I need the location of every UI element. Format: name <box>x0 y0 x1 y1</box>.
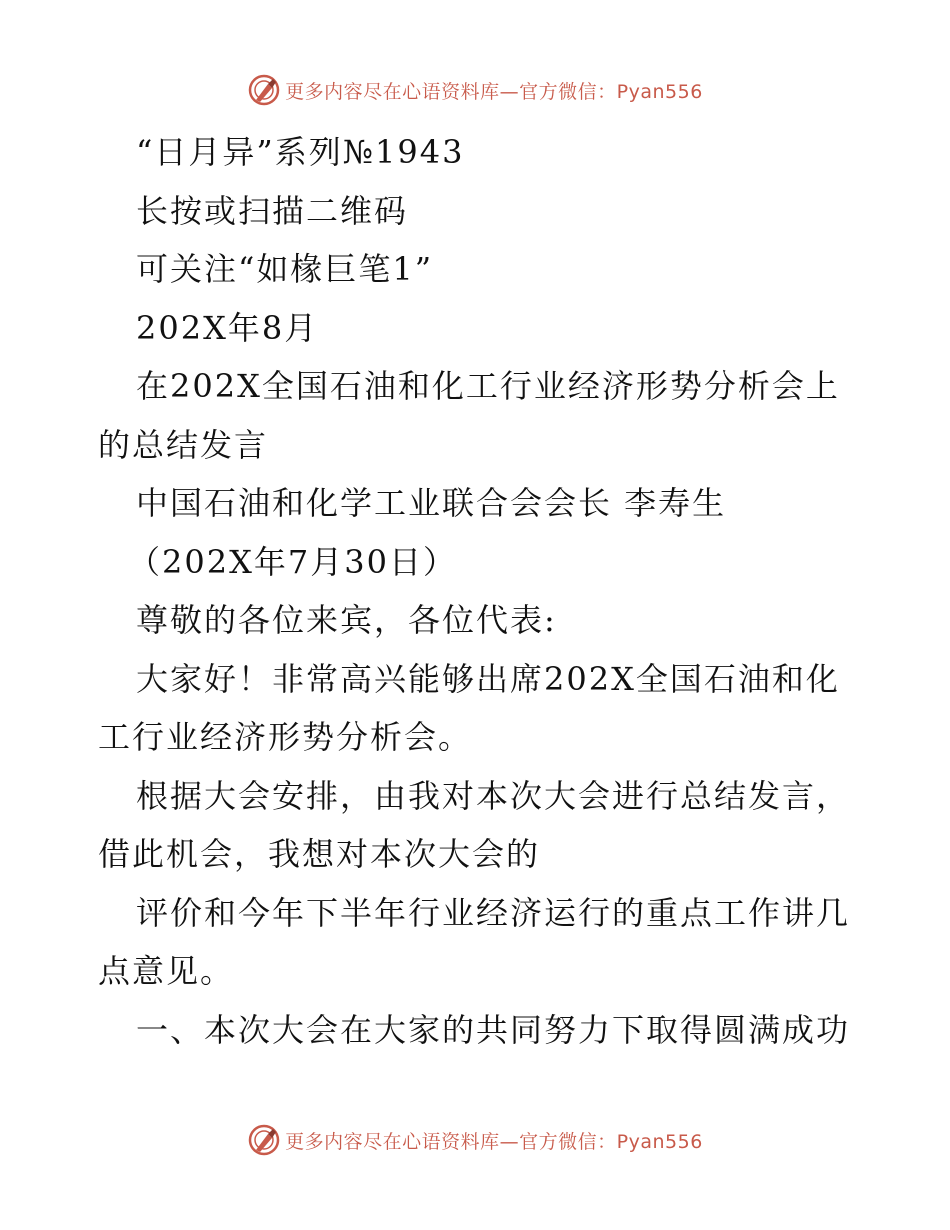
salutation: 尊敬的各位来宾，各位代表: <box>136 601 557 639</box>
follow-instruction: 可关注“如椽巨笔1” <box>136 250 434 288</box>
paragraph-2-line-1: 根据大会安排，由我对本次大会进行总结发言， <box>136 776 851 815</box>
publish-date: 202X年8月 <box>136 308 319 347</box>
section-heading-1: 一、本次大会在大家的共同努力下取得圆满成功 <box>136 1010 851 1049</box>
paragraph-1-line-2: 工行业经济形势分析会。 <box>98 718 473 756</box>
document-body <box>98 123 858 1059</box>
speech-title-line-1: 在202X全国石油和化工行业经济形势分析会上 <box>136 367 840 405</box>
paragraph-3-line-2: 点意见。 <box>98 952 235 990</box>
speech-date: （202X年7月30日） <box>128 542 457 581</box>
header-banner <box>0 72 950 108</box>
header-banner-text: 更多内容尽在心语资料库—官方微信：Pyan556 <box>285 80 703 103</box>
pen-nib-circle-icon <box>247 73 281 107</box>
paragraph-3-line-1: 评价和今年下半年行业经济运行的重点工作讲几 <box>136 893 851 932</box>
paragraph-1-line-1: 大家好！非常高兴能够出席202X全国石油和化 <box>136 659 840 698</box>
footer-banner <box>0 1122 950 1158</box>
speech-title-line-2: 的总结发言 <box>98 425 269 464</box>
qr-instruction: 长按或扫描二维码 <box>136 191 409 230</box>
paragraph-2-line-2: 借此机会，我想对本次大会的 <box>98 835 541 873</box>
speaker-line: 中国石油和化学工业联合会会长 李寿生 <box>136 484 727 522</box>
footer-banner-text: 更多内容尽在心语资料库—官方微信：Pyan556 <box>285 1130 703 1153</box>
series-title: “日月异”系列№1943 <box>136 133 465 171</box>
pen-nib-circle-icon <box>247 1123 281 1157</box>
